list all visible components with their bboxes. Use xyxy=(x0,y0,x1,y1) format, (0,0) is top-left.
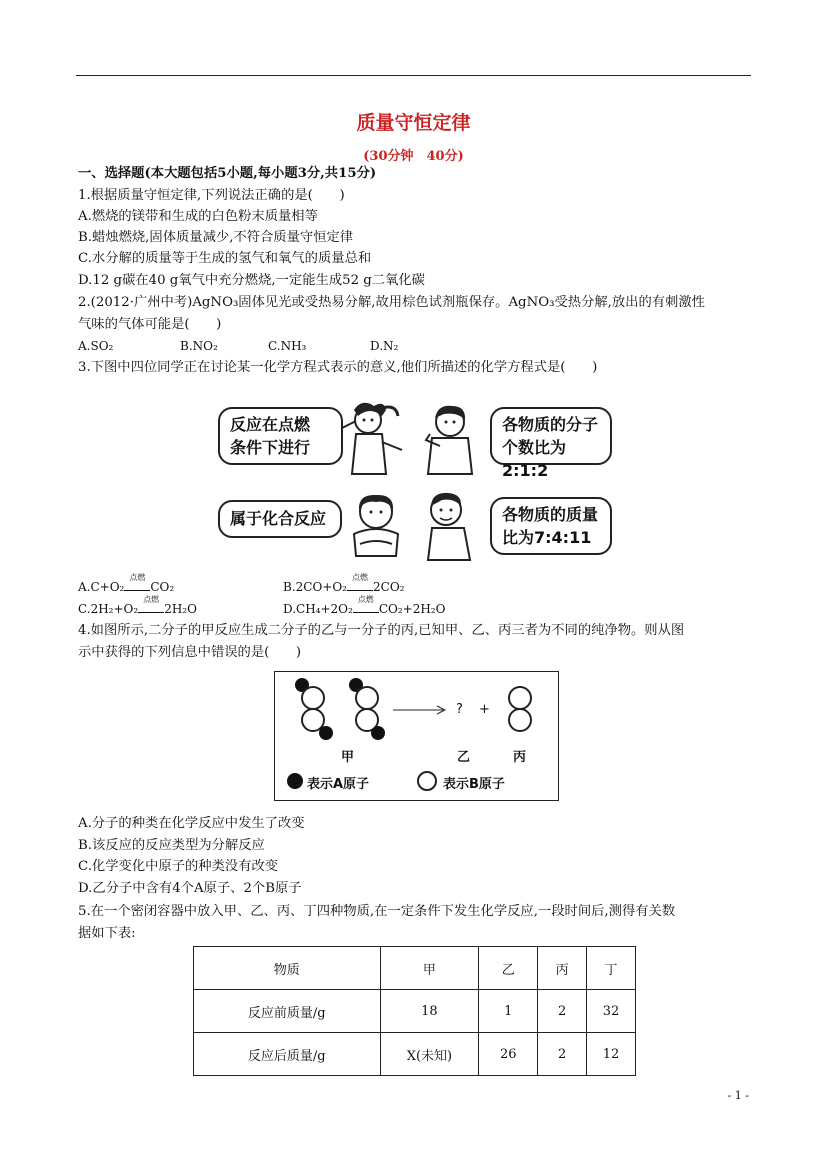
reaction-arrow-icon xyxy=(393,704,447,716)
page-subtitle: (30分钟 40分) xyxy=(363,149,464,164)
mass-data-table xyxy=(193,946,636,1076)
bubble-4-line2: 比为7:4:11 xyxy=(502,528,592,547)
legend-atom-a-icon xyxy=(287,773,303,789)
q4-option-a: A.分子的种类在化学反应中发生了改变 xyxy=(78,816,305,831)
table-cell: 12 xyxy=(587,1033,636,1076)
q3-option-a: A.C+O₂ 点燃 CO₂ xyxy=(78,573,175,594)
plus-sign: + xyxy=(479,702,490,717)
q3-option-d: D.CH₄+2O₂ 点燃 CO₂+2H₂O xyxy=(283,595,446,616)
table-cell: 2 xyxy=(538,1033,587,1076)
table-cell: 2 xyxy=(538,990,587,1033)
bubble-3-text: 属于化合反应 xyxy=(230,509,327,528)
q1-option-c: C.水分解的质量等于生成的氢气和氧气的质量总和 xyxy=(78,251,372,266)
bubble-1-line1: 反应在点燃 xyxy=(230,415,311,434)
q1-option-b: B.蜡烛燃烧,固体质量减少,不符合质量守恒定律 xyxy=(78,230,354,245)
speech-bubble-3 xyxy=(218,500,342,538)
bubble-2-line2: 个数比为2:1:2 xyxy=(502,438,567,480)
table-cell: 1 xyxy=(479,990,538,1033)
q2-stem-line1: 2.(2012·广州中考)AgNO₃固体见光或受热易分解,故用棕色试剂瓶保存。AgNO₃受热分解,放出的有刺激性 xyxy=(78,295,705,310)
atom-a xyxy=(319,726,333,740)
table-cell: 18 xyxy=(380,990,479,1033)
table-cell: 26 xyxy=(479,1033,538,1076)
q3-stem: 3.下图中四位同学正在讨论某一化学方程式表示的意义,他们所描述的化学方程式是( ) xyxy=(78,360,598,375)
q3-option-b: B.2CO+O₂ 点燃 2CO₂ xyxy=(283,573,405,594)
q2-option-b: B.NO₂ xyxy=(180,339,218,353)
bubble-2-line1: 各物质的分子 xyxy=(502,415,599,434)
q4-option-c: C.化学变化中原子的种类没有改变 xyxy=(78,859,279,874)
q4-stem-line2: 示中获得的下列信息中错误的是( ) xyxy=(78,645,302,660)
bubble-1-line2: 条件下进行 xyxy=(230,438,311,457)
label-bing: 丙 xyxy=(513,750,527,765)
unknown-product-mark: ? xyxy=(456,702,463,717)
atom-b xyxy=(355,686,379,710)
header-rule xyxy=(76,75,751,76)
table-row xyxy=(194,990,636,1033)
table-row xyxy=(194,1033,636,1076)
legend-atom-b-icon xyxy=(417,771,437,791)
q4-stem-line1: 4.如图所示,二分子的甲反应生成二分子的乙与一分子的丙,已知甲、乙、丙三者为不同的纯净物。则从图 xyxy=(78,623,685,638)
legend-b-label: 表示B原子 xyxy=(443,777,505,792)
speech-bubble-2 xyxy=(490,407,612,480)
speech-bubble-1 xyxy=(218,407,343,465)
cond-d: 点燃 xyxy=(357,595,374,604)
table-cell: 反应前质量/g xyxy=(194,990,381,1033)
q4-option-b: B.该反应的反应类型为分解反应 xyxy=(78,838,265,853)
legend-a-label: 表示A原子 xyxy=(307,777,370,792)
atom-b xyxy=(508,686,532,710)
q2-option-d: D.N₂ xyxy=(370,339,399,353)
cond-a: 点燃 xyxy=(129,573,146,582)
table-cell: 乙 xyxy=(479,947,538,990)
q3-option-c: C.2H₂+O₂ 点燃 2H₂O xyxy=(78,595,197,616)
atom-b xyxy=(301,686,325,710)
table-cell: 丁 xyxy=(587,947,636,990)
boy-student-illustration-1 xyxy=(418,400,480,476)
table-header-row xyxy=(194,947,636,990)
q1-option-d: D.12 g碳在40 g氧气中充分燃烧,一定能生成52 g二氧化碳 xyxy=(78,273,425,288)
label-jia: 甲 xyxy=(341,750,355,765)
table-cell: 32 xyxy=(587,990,636,1033)
q2-option-c: C.NH₃ xyxy=(268,339,307,353)
speech-bubble-4 xyxy=(490,497,612,555)
q2-option-a: A.SO₂ xyxy=(78,339,114,353)
page-number: - 1 - xyxy=(727,1089,749,1102)
cond-b: 点燃 xyxy=(352,573,368,582)
q5-stem-line2: 据如下表: xyxy=(78,926,136,941)
page-title: 质量守恒定律 xyxy=(356,112,471,134)
label-yi: 乙 xyxy=(457,750,471,765)
q1-stem: 1.根据质量守恒定律,下列说法正确的是( ) xyxy=(78,188,345,203)
cond-c: 点燃 xyxy=(143,595,160,604)
section-heading: 一、选择题(本大题包括5小题,每小题3分,共15分) xyxy=(78,166,377,181)
girl-student-illustration xyxy=(340,398,410,476)
table-cell: 丙 xyxy=(538,947,587,990)
bubble-4-line1: 各物质的质量 xyxy=(502,505,599,524)
q1-option-a: A.燃烧的镁带和生成的白色粉末质量相等 xyxy=(78,209,318,224)
table-cell: 甲 xyxy=(380,947,479,990)
atom-a xyxy=(371,726,385,740)
boy-student-illustration-3 xyxy=(420,488,478,562)
boy-student-illustration-2 xyxy=(346,490,406,560)
table-cell: 反应后质量/g xyxy=(194,1033,381,1076)
table-cell: 物质 xyxy=(194,947,381,990)
q2-stem-line2: 气味的气体可能是( ) xyxy=(78,317,222,332)
atom-b xyxy=(508,708,532,732)
molecule-diagram xyxy=(274,671,559,801)
q5-stem-line1: 5.在一个密闭容器中放入甲、乙、丙、丁四种物质,在一定条件下发生化学反应,一段时间后,测得有关数 xyxy=(78,904,676,919)
table-cell: X(未知) xyxy=(380,1033,479,1076)
q4-option-d: D.乙分子中含有4个A原子、2个B原子 xyxy=(78,881,302,896)
